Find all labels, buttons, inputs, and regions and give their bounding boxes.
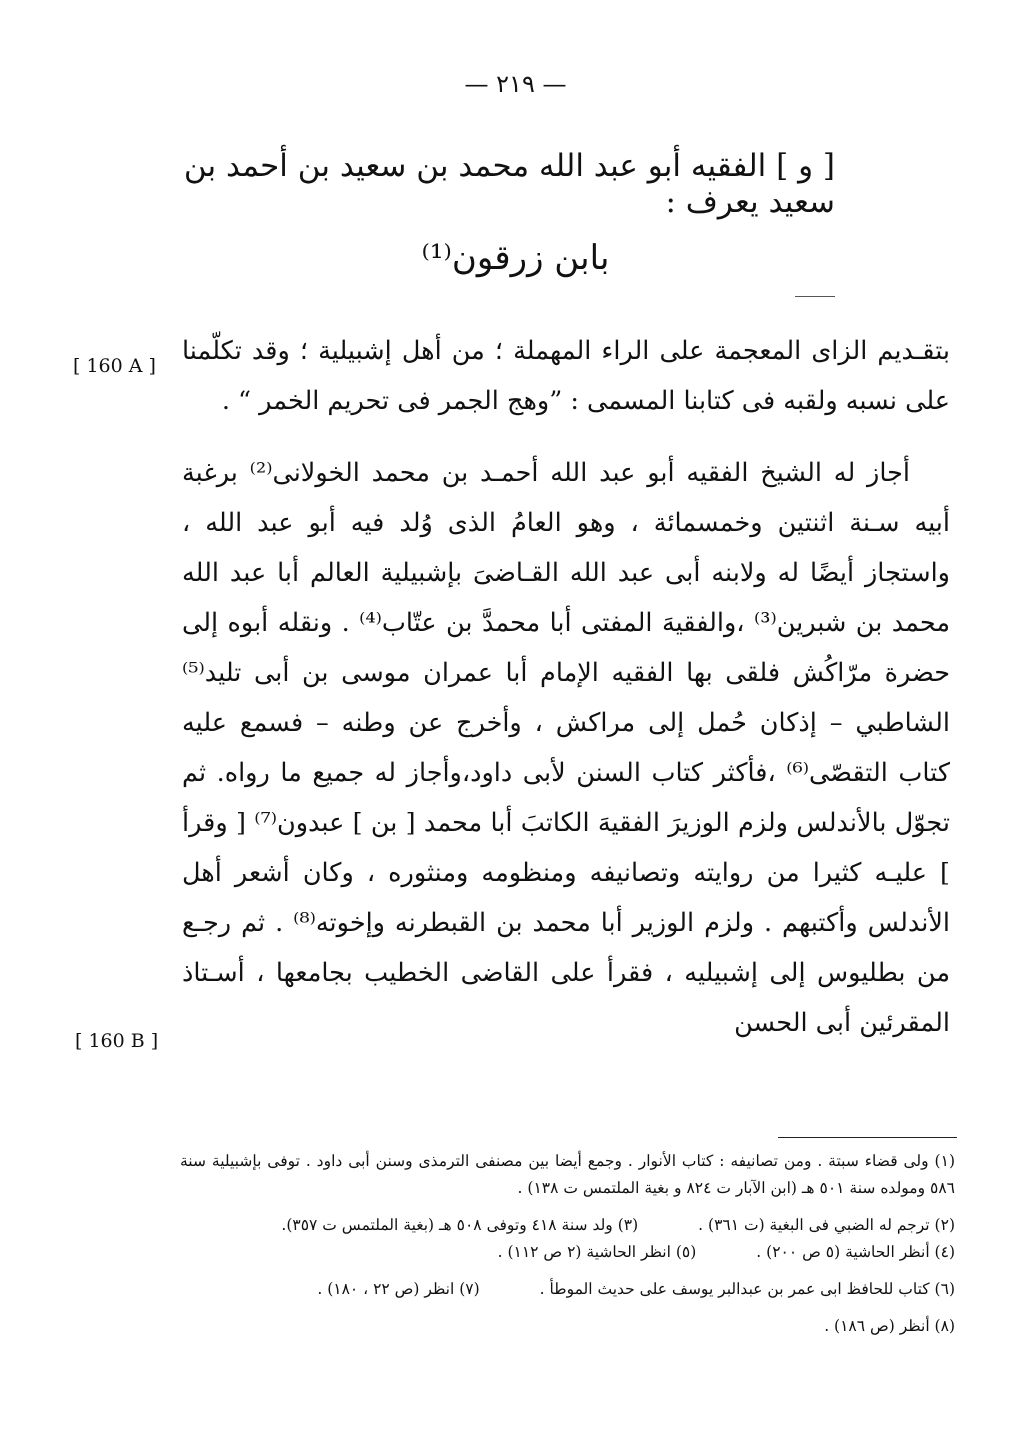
footnote-1: (١) ولى قضاء سبتة . ومن تصانيفه : كتاب الأنوار . وجمع أيضا بين مصنفى الترمذى وسنن أبى داود . توفى بإشبيلية سنة ٥٨٦ ومولده سنة ٥٠١ هـ (ابن الآبار ت ٨٢٤ و بغية الملتمس ت ١٣٨) . — [180, 1152, 955, 1197]
page-number: — ٢١٩ — — [464, 70, 567, 98]
main-text — [182, 326, 950, 1048]
manuscript-folio-marker-a: [ 160 A ] — [73, 355, 156, 377]
footnote-4: (٤) أنظر الحاشية (٥ ص ٢٠٠) . — [756, 1243, 955, 1261]
footnote-2: (٢) ترجم له الضبي فى البغية (ت ٣٦١) . — [698, 1216, 955, 1234]
footnote-7: (٧) انظر (ص ٢٢ ، ١٨٠) . — [317, 1280, 480, 1298]
footnote-row-4-5 — [180, 1239, 955, 1266]
ornament-rule — [795, 296, 835, 297]
footnote-row-6-7 — [180, 1276, 955, 1303]
footnote-separator — [778, 1137, 957, 1138]
footnote-8: (٨) أنظر (ص ١٨٦) . — [824, 1317, 955, 1335]
biography-subheading: بابن زرقون⁽¹⁾ — [421, 238, 610, 278]
biography-heading: [ و ] الفقيه أبو عبد الله محمد بن سعيد بن أحمد بن سعيد يعرف : — [183, 148, 835, 220]
footnote-5: (٥) انظر الحاشية (٢ ص ١١٢) . — [497, 1243, 697, 1261]
manuscript-folio-marker-b: [ 160 B ] — [75, 1030, 159, 1052]
footnote-row-8 — [180, 1313, 955, 1340]
paragraph-2: أجاز له الشيخ الفقيه أبو عبد الله أحمـد بن محمد الخولانى⁽²⁾ برغبة أبيه سـنة اثنتين وخمسمائة ، وهو العامُ الذى وُلد فيه أبو عبد الله ، واستجاز أيضًا له ولابنه أبى عبد الله القـاضىَ بإشبيلية العالم أبا عبد الله محمد بن شبرين⁽³⁾ ،والفقيهَ المفتى أبا محمدَّ بن عتّاب⁽⁴⁾ . ونقله أبوه إلى حضرة مرّاكُش فلقى بها الفقيه الإمام أبا عمران موسى بن أبى تليد⁽⁵⁾ الشاطبي – إذكان حُمل إلى مراكش ، وأخرج عن وطنه – فسمع عليه كتاب التقصّى⁽⁶⁾ ،فأكثر كتاب السنن لأبى داود،وأجاز له جميع ما رواه. ثم تجوّل بالأندلس ولزم الوزيرَ الفقيهَ الكاتبَ أبا محمد [ بن ] عبدون⁽⁷⁾ [ وقرأ ] عليـه كثيرا من روايته وتصانيفه ومنظومه ومنثوره ، وكان أشعر أهل الأندلس وأكتبهم . ولزم الوزير أبا محمد بن القبطرنه وإخوته⁽⁸⁾ . ثم رجـع من بطليوس إلى إشبيليه ، فقرأ على القاضى الخطيب بجامعها ، أسـتاذ المقرئين أبى الحسن — [182, 458, 951, 1038]
footnote-6: (٦) كتاب للحافظ ابى عمر بن عبدالبر يوسف على حديث الموطأ . — [539, 1280, 955, 1298]
paragraph-1: بتقـديم الزاى المعجمة على الراء المهملة ؛ من أهل إشبيلية ؛ وقد تكلّمنا على نسبه ولقبه فى كتابنا المسمى : ”وهج الجمر فى تحريم الخمر “ . — [182, 336, 950, 416]
footnote-3: (٣) ولد سنة ٤١٨ وتوفى ٥٠٨ هـ (بغية الملتمس ت ٣٥٧). — [281, 1216, 639, 1234]
footnote-row-2-3 — [180, 1212, 955, 1239]
footnotes — [180, 1148, 955, 1340]
